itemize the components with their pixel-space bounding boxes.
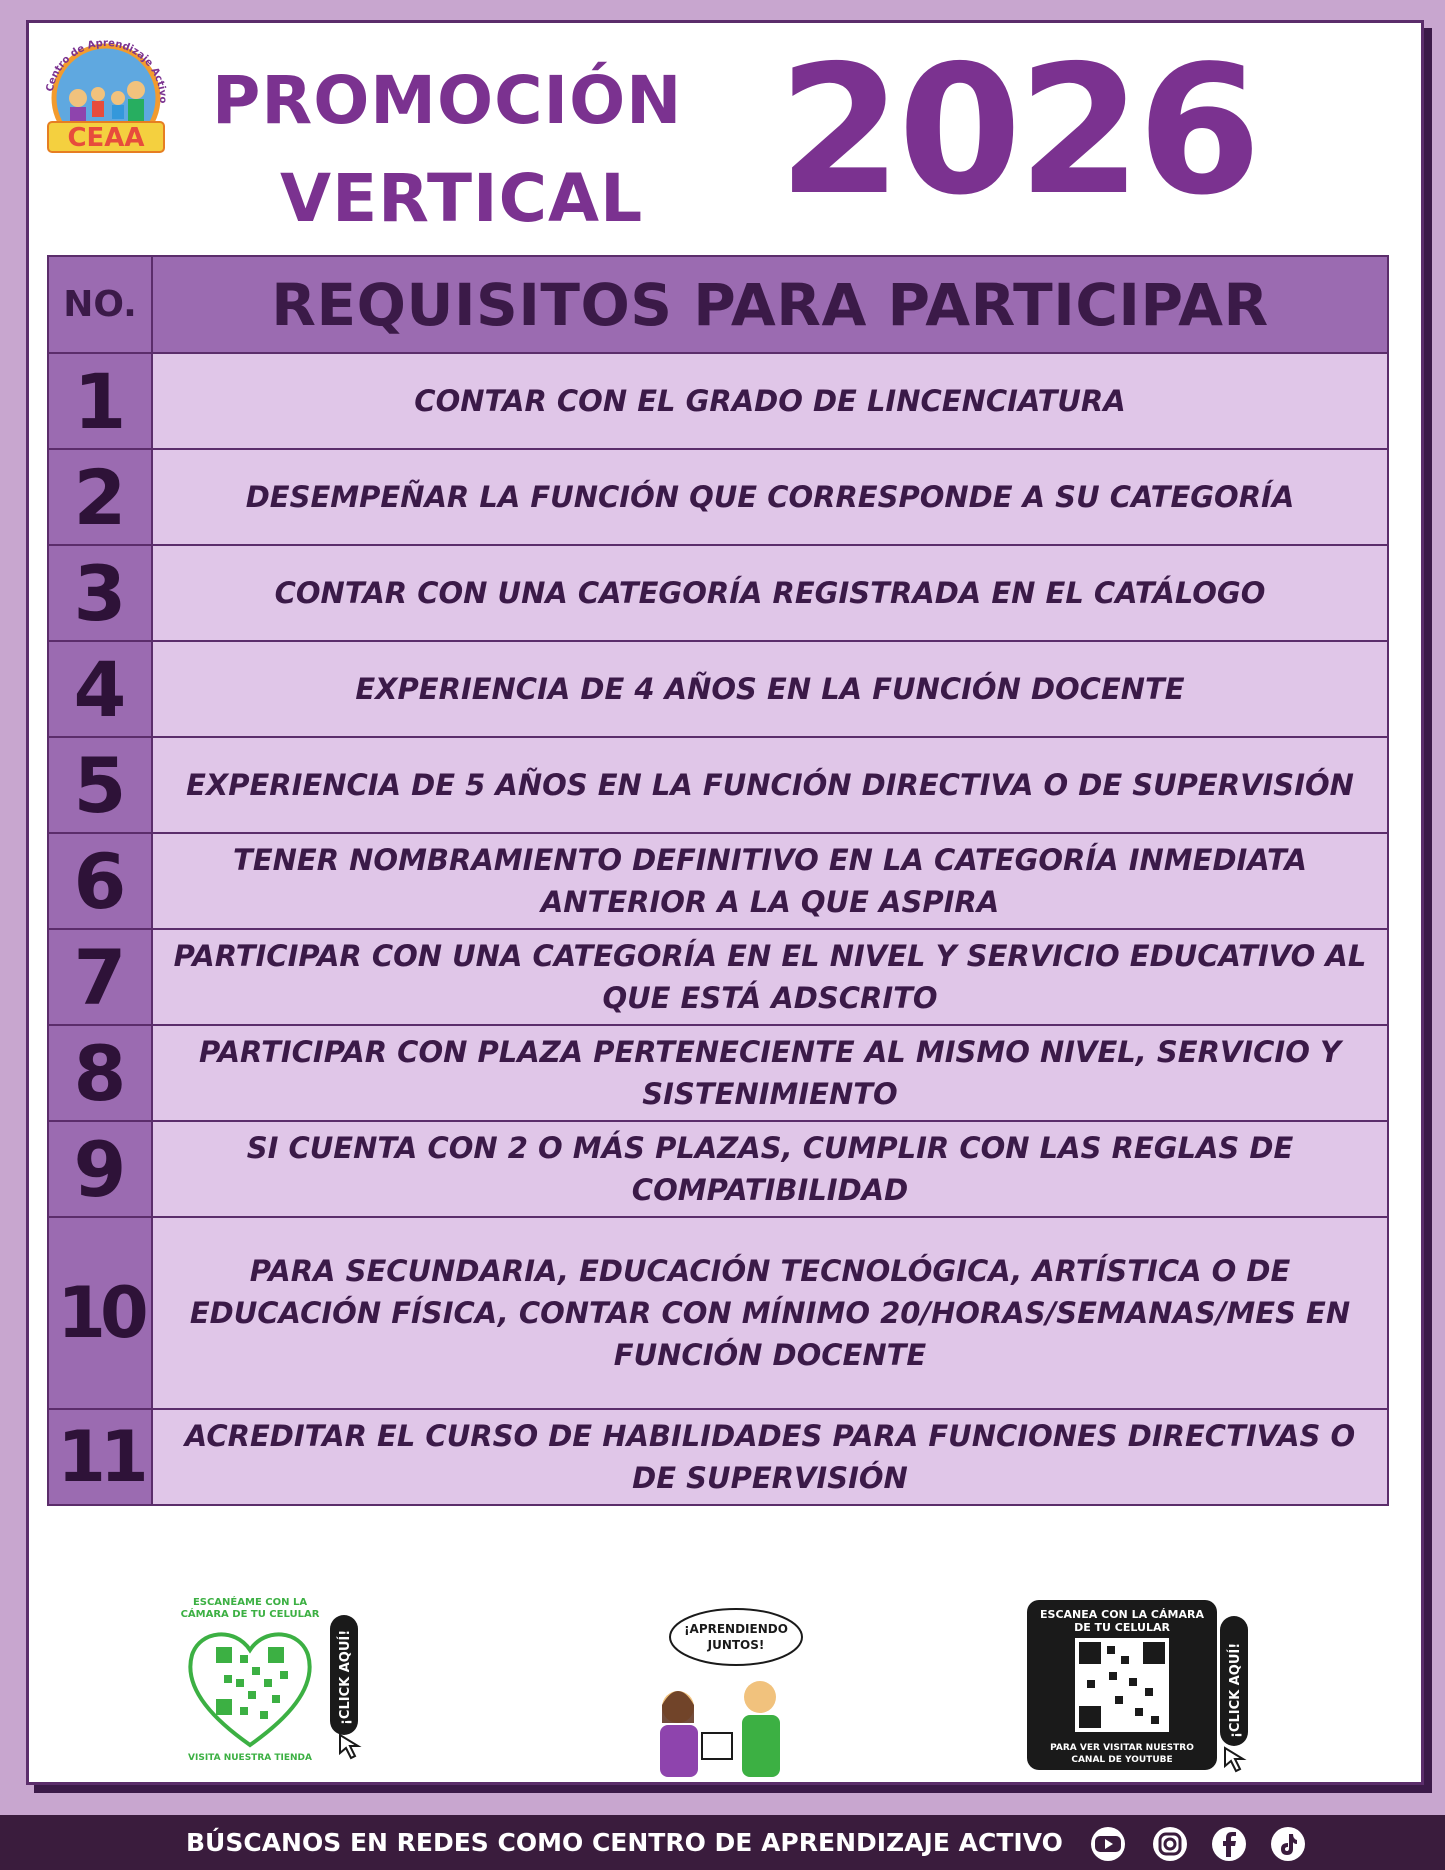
row-text: EXPERIENCIA DE 5 AÑOS EN LA FUNCIÓN DIRECTIVA O DE SUPERVISIÓN — [152, 737, 1388, 833]
facebook-icon[interactable] — [1211, 1827, 1247, 1861]
store-qr-top-text-1: ESCANÉAME CON LA — [192, 1597, 308, 1608]
table-row — [48, 1409, 1388, 1505]
title-line-1: PROMOCIÓN — [212, 62, 683, 139]
title-year: 2026 — [778, 27, 1258, 234]
youtube-qr-bottom-text-2: CANAL DE YOUTUBE — [1071, 1755, 1173, 1765]
table-row — [48, 353, 1388, 449]
row-text: CONTAR CON UNA CATEGORÍA REGISTRADA EN EL CATÁLOGO — [152, 545, 1388, 641]
row-text: SI CUENTA CON 2 O MÁS PLAZAS, CUMPLIR CON LAS REGLAS DE COMPATIBILIDAD — [152, 1121, 1388, 1217]
row-number: 6 — [48, 833, 152, 929]
bubble-text-1: ¡APRENDIENDO — [684, 1622, 788, 1636]
ceaa-logo — [38, 38, 173, 156]
hand-pointer-icon — [1225, 1748, 1243, 1771]
table-row — [48, 1217, 1388, 1409]
column-header-no: NO. — [48, 256, 152, 353]
youtube-qr-top-text-2: DE TU CELULAR — [1074, 1621, 1170, 1634]
table-row — [48, 641, 1388, 737]
row-number: 3 — [48, 545, 152, 641]
row-number: 11 — [48, 1409, 152, 1505]
bubble-text-2: JUNTOS! — [707, 1638, 765, 1652]
row-number: 7 — [48, 929, 152, 1025]
title-line-2: VERTICAL — [280, 160, 644, 237]
table-row — [48, 545, 1388, 641]
hand-pointer-icon — [340, 1735, 358, 1758]
row-number: 2 — [48, 449, 152, 545]
table-row — [48, 1025, 1388, 1121]
table-row — [48, 929, 1388, 1025]
instagram-icon[interactable] — [1152, 1827, 1188, 1861]
table-row — [48, 1121, 1388, 1217]
row-text: DESEMPEÑAR LA FUNCIÓN QUE CORRESPONDE A SU CATEGORÍA — [152, 449, 1388, 545]
heart-icon — [190, 1634, 309, 1745]
footer-bar — [0, 1815, 1445, 1870]
row-number: 8 — [48, 1025, 152, 1121]
youtube-icon[interactable] — [1086, 1827, 1130, 1861]
store-qr-top-text-2: CÁMARA DE TU CELULAR — [180, 1609, 320, 1620]
row-number: 5 — [48, 737, 152, 833]
column-header-requirements: REQUISITOS PARA PARTICIPAR — [152, 256, 1388, 353]
row-number: 9 — [48, 1121, 152, 1217]
requirements-table — [47, 255, 1389, 1506]
mascots-illustration — [636, 1605, 806, 1783]
store-qr-bottom-text: VISITA NUESTRA TIENDA — [188, 1753, 312, 1763]
youtube-qr-bottom-text-1: PARA VER VISITAR NUESTRO — [1050, 1743, 1194, 1753]
row-text: PARTICIPAR CON PLAZA PERTENECIENTE AL MISMO NIVEL, SERVICIO Y SISTENIMIENTO — [152, 1025, 1388, 1121]
row-text: PARA SECUNDARIA, EDUCACIÓN TECNOLÓGICA, ARTÍSTICA O DE EDUCACIÓN FÍSICA, CONTAR CON MÍNIMO 20/HORAS/SEMANAS/MES EN FUNCIÓN DOCENTE — [152, 1217, 1388, 1409]
table-row — [48, 449, 1388, 545]
row-number: 1 — [48, 353, 152, 449]
logo-text: CEAA — [67, 123, 145, 153]
row-text: CONTAR CON EL GRADO DE LINCENCIATURA — [152, 353, 1388, 449]
row-number: 4 — [48, 641, 152, 737]
table-row — [48, 833, 1388, 929]
row-text: EXPERIENCIA DE 4 AÑOS EN LA FUNCIÓN DOCENTE — [152, 641, 1388, 737]
table-row — [48, 737, 1388, 833]
title-block — [200, 27, 1400, 242]
footer-text: BÚSCANOS EN REDES COMO CENTRO DE APRENDIZAJE ACTIVO — [186, 1828, 1063, 1857]
row-text: ACREDITAR EL CURSO DE HABILIDADES PARA FUNCIONES DIRECTIVAS O DE SUPERVISIÓN — [152, 1409, 1388, 1505]
row-text: TENER NOMBRAMIENTO DEFINITIVO EN LA CATEGORÍA INMEDIATA ANTERIOR A LA QUE ASPIRA — [152, 833, 1388, 929]
youtube-qr-code[interactable] — [1025, 1600, 1255, 1780]
youtube-click-text: ¡CLICK AQUÍ! — [1228, 1642, 1243, 1738]
row-number: 10 — [48, 1217, 152, 1409]
store-click-text: ¡CLICK AQUÍ! — [338, 1629, 353, 1725]
tiktok-icon[interactable] — [1270, 1827, 1306, 1861]
qr-pattern-icon — [216, 1647, 288, 1719]
table-header-row — [48, 256, 1388, 353]
store-qr-code[interactable] — [180, 1595, 380, 1765]
logo-arc-text: Centro de Aprendizaje Activo — [44, 38, 169, 104]
row-text: PARTICIPAR CON UNA CATEGORÍA EN EL NIVEL Y SERVICIO EDUCATIVO AL QUE ESTÁ ADSCRITO — [152, 929, 1388, 1025]
youtube-qr-top-text-1: ESCANEA CON LA CÁMARA — [1040, 1608, 1204, 1621]
